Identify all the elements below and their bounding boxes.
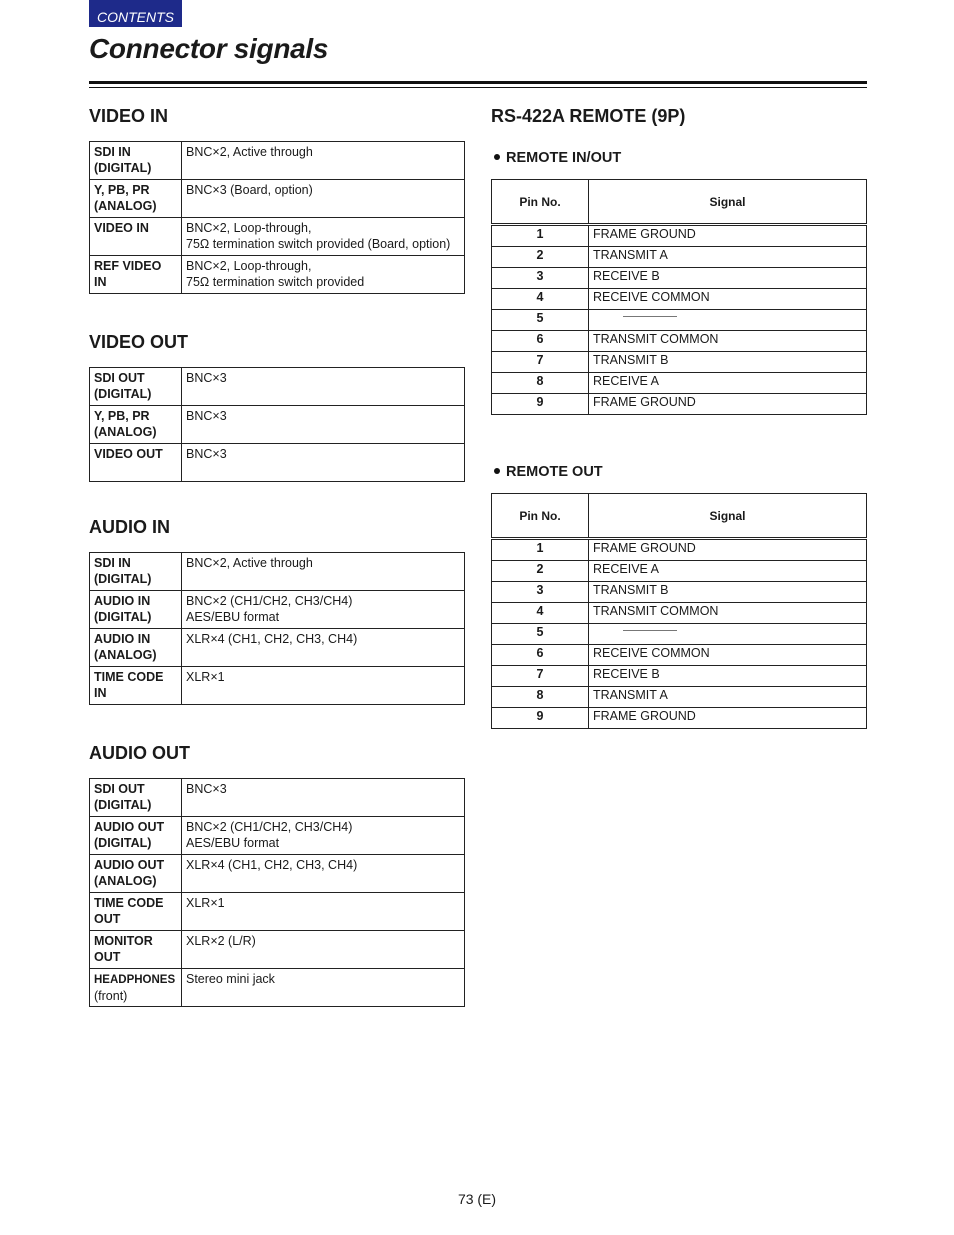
- pin-number: 8: [492, 687, 589, 708]
- connector-label: HEADPHONES (front): [90, 969, 182, 1007]
- video-out-table: [89, 367, 465, 482]
- connector-label: TIME CODE OUT: [90, 893, 182, 931]
- audio-in-table: [89, 552, 465, 705]
- table-row: [492, 624, 867, 645]
- pin-signal: FRAME GROUND: [589, 394, 867, 415]
- pin-number: 5: [492, 310, 589, 331]
- table-row: [492, 561, 867, 582]
- connector-value: BNC×3: [182, 444, 465, 482]
- table-row: [492, 582, 867, 603]
- remote-inout-table: [491, 179, 867, 415]
- bullet-icon: [494, 468, 500, 474]
- video-in-heading: VIDEO IN: [89, 106, 169, 126]
- pin-number: 7: [492, 666, 589, 687]
- connector-label: AUDIO IN (ANALOG): [90, 629, 182, 667]
- pin-column-header: Pin No.: [492, 494, 589, 539]
- table-row: [90, 553, 465, 591]
- connector-value: BNC×3: [182, 779, 465, 817]
- connector-label: VIDEO OUT: [90, 444, 182, 482]
- connector-label: MONITOR OUT: [90, 931, 182, 969]
- table-row: [492, 352, 867, 373]
- table-row: [492, 687, 867, 708]
- pin-signal: TRANSMIT COMMON: [589, 331, 867, 352]
- rs422-heading: RS-422A REMOTE (9P): [491, 106, 686, 126]
- audio-out-heading: AUDIO OUT: [89, 743, 190, 763]
- table-row: [90, 591, 465, 629]
- pin-number: 3: [492, 582, 589, 603]
- connector-value: XLR×1: [182, 893, 465, 931]
- connector-value: BNC×3 (Board, option): [182, 180, 465, 218]
- connector-label: SDI OUT (DIGITAL): [90, 368, 182, 406]
- pin-number: 8: [492, 373, 589, 394]
- audio-in-heading: AUDIO IN: [89, 517, 170, 537]
- contents-link[interactable]: CONTENTS: [89, 0, 182, 27]
- table-row: [90, 218, 465, 256]
- table-row: [90, 667, 465, 705]
- pin-number: 6: [492, 645, 589, 666]
- table-row: [492, 289, 867, 310]
- table-row: [90, 368, 465, 406]
- table-row: [90, 406, 465, 444]
- connector-value: XLR×2 (L/R): [182, 931, 465, 969]
- connector-label: REF VIDEO IN: [90, 256, 182, 294]
- remote-out-heading: REMOTE OUT: [491, 464, 603, 480]
- connector-value: XLR×1: [182, 667, 465, 705]
- title-rule-thick: [89, 81, 867, 84]
- audio-out-table: [89, 778, 465, 1007]
- page-title: Connector signals: [89, 33, 329, 64]
- connector-label: SDI IN (DIGITAL): [90, 142, 182, 180]
- connector-value: BNC×3: [182, 406, 465, 444]
- table-row: [492, 268, 867, 289]
- pin-number: 2: [492, 247, 589, 268]
- connector-label: AUDIO IN (DIGITAL): [90, 591, 182, 629]
- table-row: [492, 539, 867, 561]
- connector-value: BNC×2, Loop-through, 75Ω termination switch provided: [182, 256, 465, 294]
- table-row: [492, 603, 867, 624]
- table-row: [90, 256, 465, 294]
- signal-column-header: Signal: [589, 180, 867, 225]
- connector-value: XLR×4 (CH1, CH2, CH3, CH4): [182, 855, 465, 893]
- table-row: [90, 180, 465, 218]
- connector-label-note: (front): [94, 989, 128, 1003]
- connector-label: Y, PB, PR (ANALOG): [90, 180, 182, 218]
- table-row: [492, 310, 867, 331]
- title-rule-thin: [89, 87, 867, 88]
- table-row: [90, 893, 465, 931]
- table-row: [492, 373, 867, 394]
- remote-out-table: [491, 493, 867, 729]
- bullet-icon: [494, 154, 500, 160]
- table-row: [492, 225, 867, 247]
- connector-value: BNC×2, Active through: [182, 553, 465, 591]
- connector-value: BNC×2 (CH1/CH2, CH3/CH4) AES/EBU format: [182, 817, 465, 855]
- pin-number: 4: [492, 603, 589, 624]
- pin-signal: FRAME GROUND: [589, 708, 867, 729]
- pin-signal: RECEIVE COMMON: [589, 289, 867, 310]
- pin-signal: [589, 624, 867, 645]
- remote-inout-heading: REMOTE IN/OUT: [491, 150, 621, 166]
- table-row: [90, 779, 465, 817]
- unused-dash: [623, 316, 677, 317]
- pin-signal: [589, 310, 867, 331]
- connector-value: BNC×2, Loop-through, 75Ω termination switch provided (Board, option): [182, 218, 465, 256]
- pin-number: 7: [492, 352, 589, 373]
- pin-signal: RECEIVE B: [589, 666, 867, 687]
- pin-signal: RECEIVE COMMON: [589, 645, 867, 666]
- table-row: [90, 444, 465, 482]
- pin-signal: RECEIVE B: [589, 268, 867, 289]
- pin-number: 9: [492, 394, 589, 415]
- table-header-row: [492, 180, 867, 225]
- pin-number: 4: [492, 289, 589, 310]
- pin-column-header: Pin No.: [492, 180, 589, 225]
- table-row: [492, 394, 867, 415]
- connector-label: AUDIO OUT (DIGITAL): [90, 817, 182, 855]
- table-header-row: [492, 494, 867, 539]
- unused-dash: [623, 630, 677, 631]
- connector-label: SDI OUT (DIGITAL): [90, 779, 182, 817]
- pin-signal: TRANSMIT B: [589, 352, 867, 373]
- pin-signal: RECEIVE A: [589, 373, 867, 394]
- signal-column-header: Signal: [589, 494, 867, 539]
- pin-number: 5: [492, 624, 589, 645]
- table-row: [90, 931, 465, 969]
- connector-value: Stereo mini jack: [182, 969, 465, 1007]
- connector-value: BNC×2 (CH1/CH2, CH3/CH4) AES/EBU format: [182, 591, 465, 629]
- connector-value: XLR×4 (CH1, CH2, CH3, CH4): [182, 629, 465, 667]
- pin-signal: TRANSMIT A: [589, 247, 867, 268]
- video-in-table: [89, 141, 465, 294]
- pin-signal: TRANSMIT COMMON: [589, 603, 867, 624]
- table-row: [90, 817, 465, 855]
- pin-signal: FRAME GROUND: [589, 225, 867, 247]
- pin-signal: FRAME GROUND: [589, 539, 867, 561]
- connector-value: BNC×2, Active through: [182, 142, 465, 180]
- pin-number: 1: [492, 539, 589, 561]
- pin-number: 1: [492, 225, 589, 247]
- pin-signal: TRANSMIT B: [589, 582, 867, 603]
- pin-number: 9: [492, 708, 589, 729]
- pin-number: 3: [492, 268, 589, 289]
- pin-number: 6: [492, 331, 589, 352]
- pin-signal: RECEIVE A: [589, 561, 867, 582]
- connector-label: AUDIO OUT (ANALOG): [90, 855, 182, 893]
- table-row: [90, 629, 465, 667]
- connector-label: SDI IN (DIGITAL): [90, 553, 182, 591]
- table-row: [492, 331, 867, 352]
- table-row: [492, 645, 867, 666]
- pin-number: 2: [492, 561, 589, 582]
- table-row: [492, 666, 867, 687]
- table-row: [90, 142, 465, 180]
- table-row: [90, 969, 465, 1007]
- connector-label: TIME CODE IN: [90, 667, 182, 705]
- page-number: 73 (E): [457, 1191, 497, 1207]
- connector-label: Y, PB, PR (ANALOG): [90, 406, 182, 444]
- connector-value: BNC×3: [182, 368, 465, 406]
- table-row: [90, 855, 465, 893]
- table-row: [492, 247, 867, 268]
- pin-signal: TRANSMIT A: [589, 687, 867, 708]
- video-out-heading: VIDEO OUT: [89, 332, 189, 352]
- table-row: [492, 708, 867, 729]
- connector-label: VIDEO IN: [90, 218, 182, 256]
